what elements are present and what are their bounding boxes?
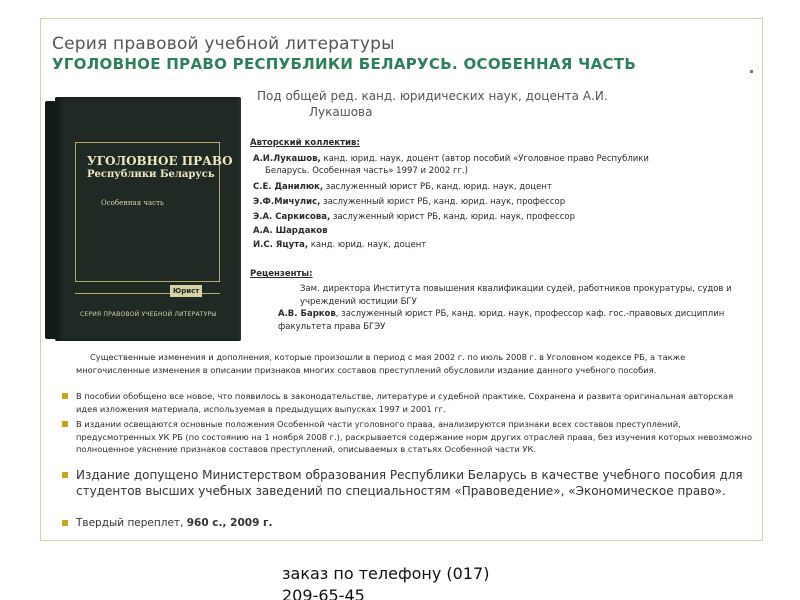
reviewer-text-before: Зам. директора Института повышения квалификации судей, работников прокуратуры, судов и учреждений юстиции БГУ bbox=[300, 284, 732, 307]
series-heading: Серия правовой учебной литературы bbox=[52, 34, 395, 54]
page-title: УГОЛОВНОЕ ПРАВО РЕСПУБЛИКИ БЕЛАРУСЬ. ОСОБЕННАЯ ЧАСТЬ bbox=[52, 55, 637, 73]
approval-paragraph: Издание допущено Министерством образования Республики Беларусь в качестве учебного пособия для студентов высших учебных заведений по специальностям «Правоведение», «Экономическое право». bbox=[76, 468, 743, 498]
bullet-paragraph: В пособии обобщено все новое, что появилось в законодательстве, литературе и судебной практике. Сохранена и развита оригинальная авторская идея изложения материала, используемая в предыдущих выпусках 1997 и 2001 гг. bbox=[76, 391, 734, 414]
editor-prefix: Под общей ред. канд. юридических наук, доцента bbox=[257, 89, 583, 103]
author-item bbox=[253, 226, 327, 236]
author-name: И.С. Яцута, bbox=[253, 240, 309, 250]
frame-right-line bbox=[762, 18, 763, 541]
binding-pages-year: 960 с., 2009 г. bbox=[186, 517, 273, 529]
book-title-line1: УГОЛОВНОЕ ПРАВО bbox=[87, 154, 233, 168]
frame-bottom-line bbox=[40, 540, 762, 541]
author-item-continued: Беларусь. Особенная часть» 1997 и 2002 гг.) bbox=[265, 166, 468, 176]
order-phone-line1: заказ по телефону (017) bbox=[282, 564, 490, 583]
decorative-dot bbox=[750, 70, 753, 73]
author-item bbox=[253, 197, 565, 207]
author-desc: заслуженный юрист РБ, канд. юрид. наук, профессор bbox=[320, 197, 566, 207]
author-item bbox=[253, 154, 649, 164]
book-publisher-badge: Юрист bbox=[170, 285, 202, 297]
bullet-icon bbox=[62, 421, 68, 427]
order-phone bbox=[282, 563, 489, 600]
author-name: А.И.Лукашов, bbox=[253, 154, 321, 164]
reviewer-text-after: , заслуженный юрист РБ, канд. юрид. наук, профессор каф. гос.-правовых дисциплин факультета права БГЭУ bbox=[278, 309, 725, 332]
authors-heading: Авторский коллектив: bbox=[250, 138, 360, 148]
reviewer-name: А.В. Барков bbox=[278, 309, 336, 319]
editor-initials: А.И. bbox=[582, 89, 608, 103]
author-desc: заслуженный юрист РБ, канд. юрид. наук, профессор bbox=[330, 212, 575, 222]
author-item bbox=[253, 182, 552, 192]
author-name: С.Е. Данилюк, bbox=[253, 182, 324, 192]
bullet-icon bbox=[62, 393, 68, 399]
binding-prefix: Твердый переплет, bbox=[76, 517, 187, 529]
bullet-icon bbox=[62, 472, 68, 478]
book-series-label: СЕРИЯ ПРАВОВОЙ УЧЕБНОЙ ЛИТЕРАТУРЫ bbox=[80, 311, 217, 318]
reviewers-text bbox=[278, 283, 756, 333]
order-phone-line2: 209-65-45 bbox=[282, 586, 365, 600]
frame-left-line bbox=[40, 18, 41, 541]
bullet-icon bbox=[62, 520, 68, 526]
author-desc: заслуженный юрист РБ, канд. юрид. наук, доцент bbox=[323, 182, 552, 192]
author-item bbox=[253, 240, 426, 250]
bullet-paragraph: В издании освещаются основные положения Особенной части уголовного права, анализируются признаки всех составов преступлений, предусмотренных УК РБ (по состоянию на 1 ноября 2008 г.), раскрывается содержание норм других отраслей права, без изучения которых невозможно полноценное уяснение признаков составов преступлений, описываемых в статьях Особенной части УК. bbox=[76, 419, 753, 454]
author-item bbox=[253, 212, 575, 222]
author-name: А.А. Шардаков bbox=[253, 226, 328, 236]
author-desc: канд. юрид. наук, доцент (автор пособий «Уголовное право Республики bbox=[320, 154, 649, 164]
book-spine bbox=[45, 101, 59, 339]
author-desc: канд. юрид. наук, доцент bbox=[308, 240, 427, 250]
description-paragraph bbox=[76, 351, 756, 376]
author-name: Э.А. Саркисова, bbox=[253, 212, 331, 222]
book-cover-image bbox=[45, 97, 243, 341]
reviewers-heading: Рецензенты: bbox=[250, 269, 313, 279]
book-subtitle: Особенная часть bbox=[101, 199, 164, 207]
binding-info bbox=[76, 517, 756, 530]
editor-credit bbox=[257, 88, 707, 120]
description-text: Существенные изменения и дополнения, которые произошли в период с мая 2002 г. по июль 2008 г. в Уголовном кодексе РБ, а также многочисленные изменения в описании признаков многих составов преступлений обусловили издание данного учебного пособия. bbox=[76, 352, 686, 375]
frame-top-line bbox=[40, 18, 762, 19]
editor-name: Лукашова bbox=[309, 105, 373, 119]
author-name: Э.Ф.Мичулис, bbox=[253, 197, 321, 207]
book-title-line2: Республики Беларусь bbox=[87, 169, 215, 180]
